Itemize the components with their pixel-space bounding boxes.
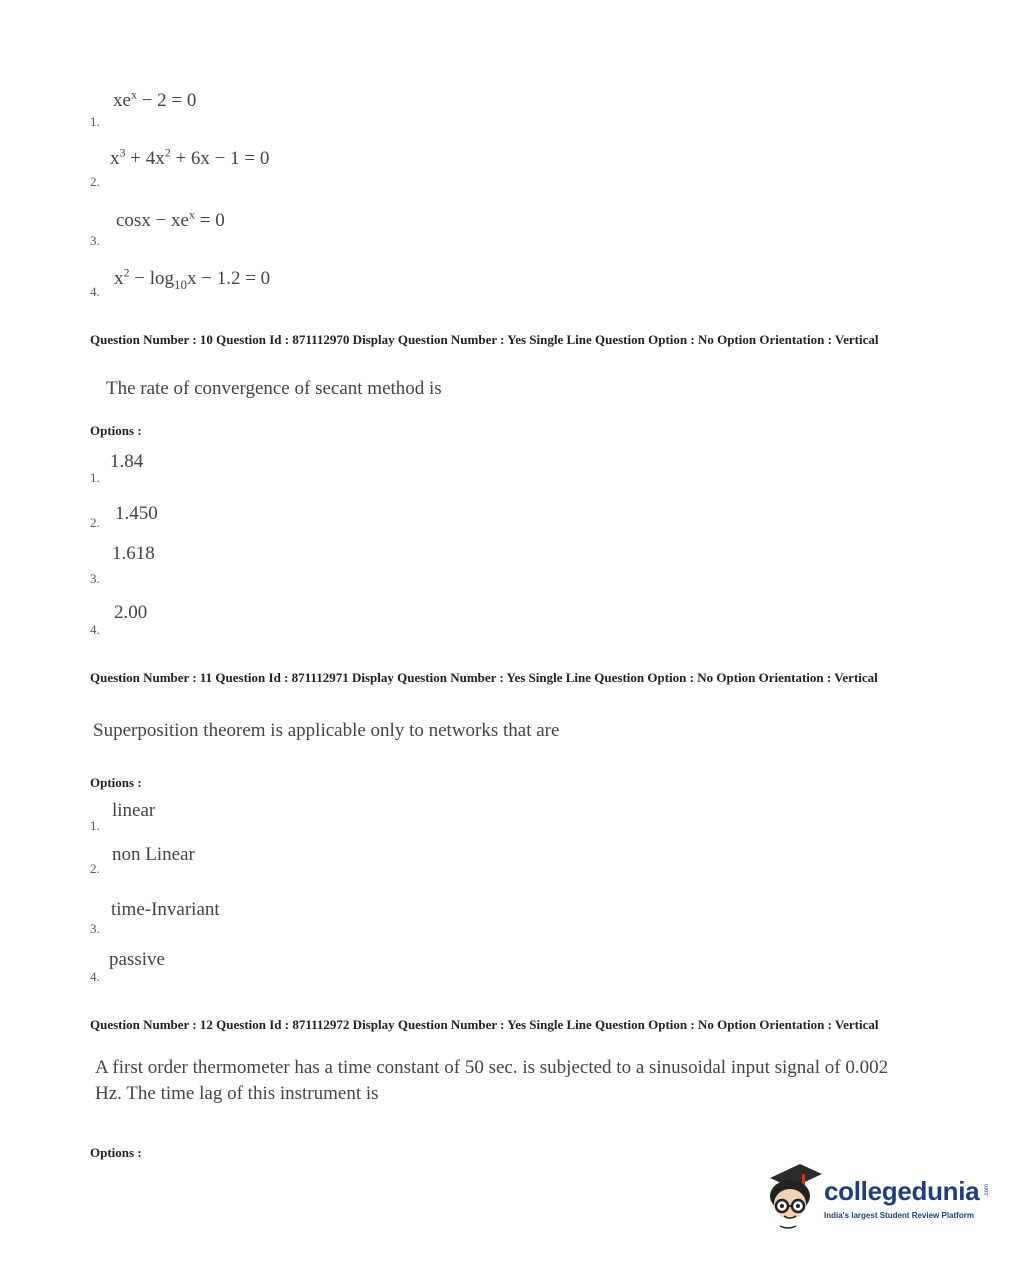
question-11-text: Superposition theorem is applicable only to networks that are [93,720,560,741]
logo-dotcom: .com [984,1184,990,1198]
collegedunia-logo [762,1160,992,1230]
prev-option-4: $x^2 - \log_{10}x - 1.2 = 0$ [114,265,271,292]
prev-option-1: $xe^x - 2 = 0$ [113,87,197,111]
question-11-header: Question Number : 11 Question Id : 871112971 Display Question Number : Yes Single Line Question Option : No Option Orientation : Vertical [90,670,878,685]
q11-option-4: passive [109,949,165,970]
prev-option-3: $\cos x - xe^x = 0$ [116,207,225,231]
question-10-text: The rate of convergence of secant method is [106,378,442,399]
q10-option-4: 2.00 [114,602,148,623]
prev-option-1-number: 1. [90,114,100,129]
q10-option-1: 1.84 [110,451,144,472]
question-12-header: Question Number : 12 Question Id : 871112972 Display Question Number : Yes Single Line Question Option : No Option Orientation : Vertical [90,1017,879,1032]
q10-option-4-number: 4. [90,622,100,637]
logo-tagline: India's largest Student Review Platform [824,1211,974,1220]
prev-option-4-number: 4. [90,284,100,299]
prev-option-2: $x^3 + 4x^2 + 6x - 1 = 0$ [110,145,270,169]
question-10-options-label: Options : [90,423,142,438]
q11-option-2: non Linear [112,844,195,865]
q11-option-1-number: 1. [90,818,100,833]
q11-option-3-number: 3. [90,921,100,936]
question-12-options-label: Options : [90,1145,142,1160]
q10-option-1-number: 1. [90,470,100,485]
question-11-options-label: Options : [90,775,142,790]
q11-option-1: linear [112,800,156,821]
q10-option-3-number: 3. [90,571,100,586]
q11-option-3: time-Invariant [111,899,220,920]
logo-brand-name: collegedunia [824,1176,980,1206]
q11-option-4-number: 4. [90,969,100,984]
q10-option-2: 1.450 [115,503,158,524]
q10-option-3: 1.618 [112,543,155,564]
prev-option-3-number: 3. [90,233,100,248]
question-12-text: A first order thermometer has a time constant of 50 sec. is subjected to a sinusoidal input signal of 0.002 Hz. The time lag of this instrument is [95,1057,889,1104]
q11-option-2-number: 2. [90,861,100,876]
graduate-mascot-icon [762,1160,822,1230]
question-10-header: Question Number : 10 Question Id : 871112970 Display Question Number : Yes Single Line Question Option : No Option Orientation : Vertical [90,332,879,347]
q10-option-2-number: 2. [90,515,100,530]
prev-option-2-number: 2. [90,174,100,189]
